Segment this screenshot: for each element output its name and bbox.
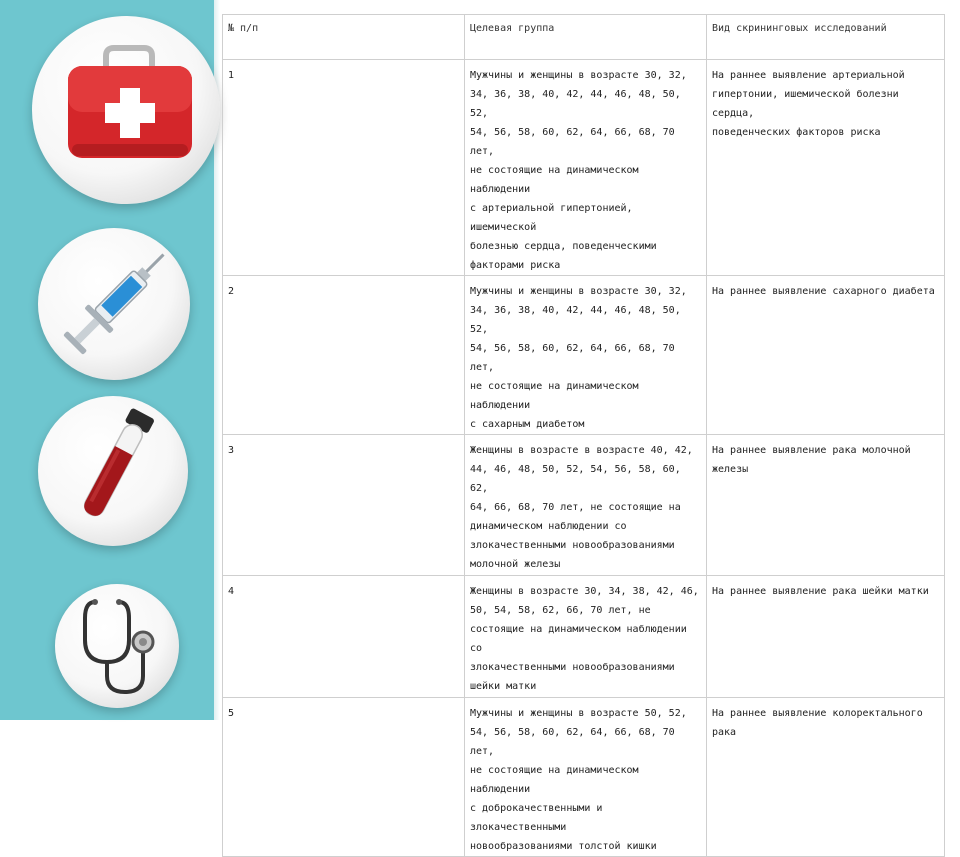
row-screening-type: На раннее выявление артериальной гипертонии, ишемической болезни сердца, поведенческих факторов риска — [707, 60, 945, 276]
table-row — [223, 576, 945, 698]
row-number: 4 — [223, 576, 465, 698]
row-target-group: Мужчины и женщины в возрасте 30, 32, 34, 36, 38, 40, 42, 44, 46, 48, 50, 52, 54, 56, 58, 60, 62, 64, 66, 68, 70 лет, не состоящие на динамическом наблюдении с сахарным диабетом — [465, 276, 707, 435]
row-screening-type: На раннее выявление рака шейки матки — [707, 576, 945, 698]
header-target-group: Целевая группа — [465, 15, 707, 60]
table-row — [223, 276, 945, 435]
table-row — [223, 60, 945, 276]
header-screening-type: Вид скрининговых исследований — [707, 15, 945, 60]
row-number: 3 — [223, 435, 465, 576]
row-screening-type: На раннее выявление рака молочной железы — [707, 435, 945, 576]
blood-test-tube-icon — [38, 396, 188, 546]
first-aid-kit-bubble — [32, 16, 220, 204]
syringe-bubble — [38, 228, 190, 380]
row-number: 5 — [223, 698, 465, 857]
row-target-group: Женщины в возрасте 30, 34, 38, 42, 46, 50, 54, 58, 62, 66, 70 лет, не состоящие на динамическом наблюдении со злокачественными новообразованиями шейки матки — [465, 576, 707, 698]
row-number: 1 — [223, 60, 465, 276]
syringe-icon — [38, 228, 190, 380]
row-target-group: Мужчины и женщины в возрасте 30, 32, 34, 36, 38, 40, 42, 44, 46, 48, 50, 52, 54, 56, 58, 60, 62, 64, 66, 68, 70 лет, не состоящие на динамическом наблюдении с артериальной гипертонией, ишемической болезнью сердца, поведенческими факторами риска — [465, 60, 707, 276]
table-header-row — [223, 15, 945, 60]
screening-table-wrapper — [222, 14, 944, 852]
table-row — [223, 698, 945, 857]
row-screening-type: На раннее выявление колоректального рака — [707, 698, 945, 857]
row-screening-type: На раннее выявление сахарного диабета — [707, 276, 945, 435]
stethoscope-bubble — [55, 584, 179, 708]
row-target-group: Женщины в возрасте в возрасте 40, 42, 44, 46, 48, 50, 52, 54, 56, 58, 60, 62, 64, 66, 68, 70 лет, не состоящие на динамическом наблюдении со злокачественными новообразованиями молочной железы — [465, 435, 707, 576]
stethoscope-icon — [55, 584, 179, 708]
screening-table — [222, 14, 945, 857]
row-number: 2 — [223, 276, 465, 435]
table-row — [223, 435, 945, 576]
first-aid-kit-icon — [32, 16, 220, 204]
row-target-group: Мужчины и женщины в возрасте 50, 52, 54, 56, 58, 60, 62, 64, 66, 68, 70 лет, не состоящие на динамическом наблюдении с доброкачественными и злокачественными новообразованиями толстой кишки — [465, 698, 707, 857]
header-number: № п/п — [223, 15, 465, 60]
test-tube-bubble — [38, 396, 188, 546]
